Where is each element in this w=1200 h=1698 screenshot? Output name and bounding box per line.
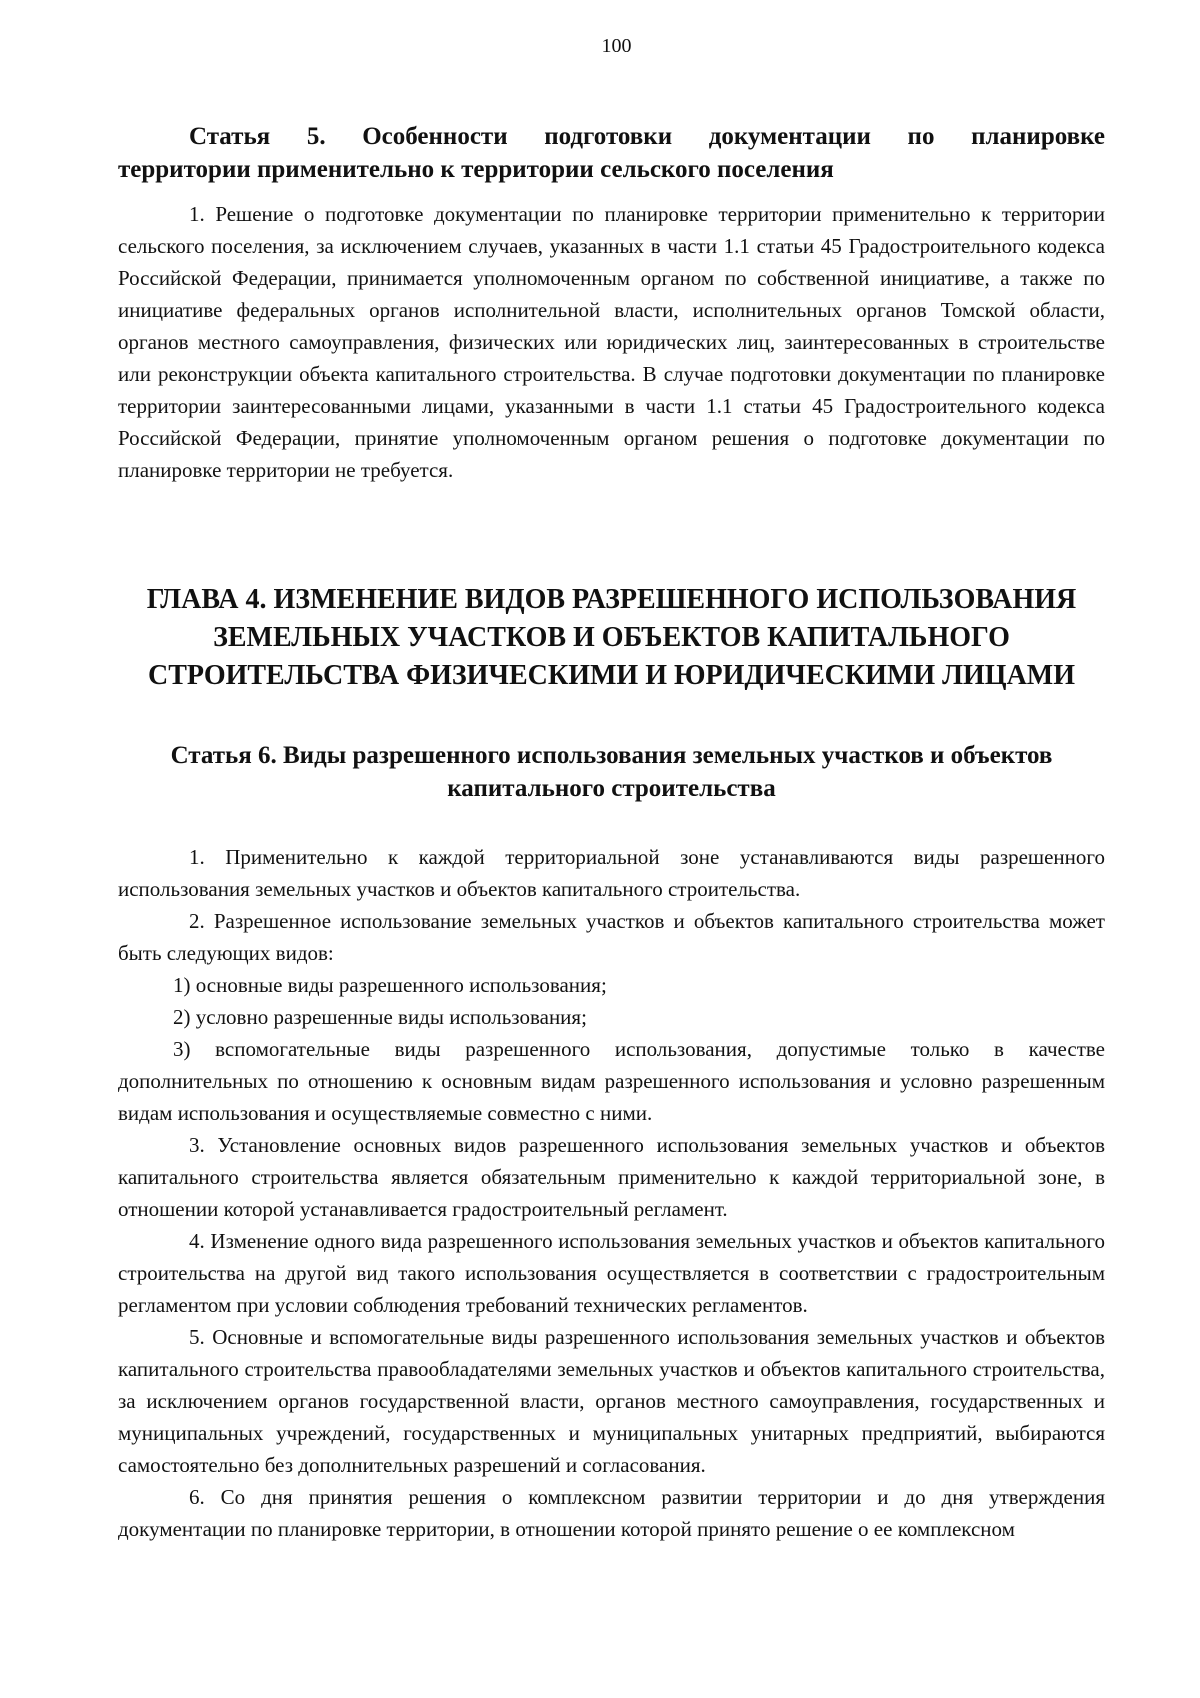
chapter-4-heading-line-3: СТРОИТЕЛЬСТВА ФИЗИЧЕСКИМИ И ЮРИДИЧЕСКИМИ ЛИЦАМИ [147,660,1076,691]
chapter-4-heading-line-1: ГЛАВА 4. ИЗМЕНЕНИЕ ВИДОВ РАЗРЕШЕННОГО ИСПОЛЬЗОВАНИЯ [146,584,1077,615]
article-5-heading-line-2: территории применительно к территории сельского поселения [118,156,834,183]
chapter-4-heading [118,581,1105,695]
article-6-paragraph-2: 2. Разрешенное использование земельных участков и объектов капитального строительства может быть следующих видов: [118,909,1105,965]
article-6-list-item-2: 2) условно разрешенные виды использования; [173,1005,587,1029]
chapter-4-heading-line-2: ЗЕМЕЛЬНЫХ УЧАСТКОВ И ОБЪЕКТОВ КАПИТАЛЬНОГО [213,622,1010,653]
article-6-paragraph-4: 4. Изменение одного вида разрешенного использования земельных участков и объектов капитального строительства на другой вид такого использования осуществляется в соответствии с градостроительным регламентом при условии соблюдения требований технических регламентов. [118,1229,1105,1317]
article-6-paragraph-1: 1. Применительно к каждой территориальной зоне устанавливаются виды разрешенного использования земельных участков и объектов капитального строительства. [118,845,1105,901]
article-5-heading [118,120,1105,186]
article-6-heading-line-1: Статья 6. Виды разрешенного использования земельных участков и объектов [170,742,1053,769]
article-6-paragraph-3: 3. Установление основных видов разрешенного использования земельных участков и объектов капитального строительства является обязательным применительно к каждой территориальной зоне, в отношении которой устанавливается градостроительный регламент. [118,1133,1105,1221]
article-6-heading [118,739,1105,805]
page-number: 100 [601,35,632,57]
article-6-list-item-3: 3) вспомогательные виды разрешенного использования, допустимые только в качестве дополнительных по отношению к основным видам разрешенного использования и условно разрешенным видам использования и осуществляемые совместно с ними. [118,1037,1105,1125]
article-6-paragraph-6: 6. Со дня принятия решения о комплексном развитии территории и до дня утверждения документации по планировке территории, в отношении которой принято решение о ее комплексном [118,1485,1105,1541]
article-6-heading-line-2: капитального строительства [447,775,776,802]
article-6-list-item-1: 1) основные виды разрешенного использования; [173,973,607,997]
article-5-paragraph: 1. Решение о подготовке документации по планировке территории применительно к территории сельского поселения, за исключением случаев, указанных в части 1.1 статьи 45 Градостроительного кодекса Российской Федерации, принимается уполномоченным органом по собственной инициативе, а также по инициативе федеральных органов исполнительной власти, исполнительных органов Томской области, органов местного самоуправления, физических или юридических лиц, заинтересованных в строительстве или реконструкции объекта капитального строительства. В случае подготовки документации по планировке территории заинтересованными лицами, указанными в части 1.1 статьи 45 Градостроительного кодекса Российской Федерации, принятие уполномоченным органом решения о подготовке документации по планировке территории не требуется. [118,202,1105,482]
article-5-heading-line-1: Статья 5. Особенности подготовки документации по планировке [189,123,1105,150]
article-6-paragraph-5: 5. Основные и вспомогательные виды разрешенного использования земельных участков и объектов капитального строительства правообладателями земельных участков и объектов капитального строительства, за исключением органов государственной власти, органов местного самоуправления, государственных и муниципальных учреждений, государственных и муниципальных унитарных предприятий, выбираются самостоятельно без дополнительных разрешений и согласования. [118,1325,1105,1477]
